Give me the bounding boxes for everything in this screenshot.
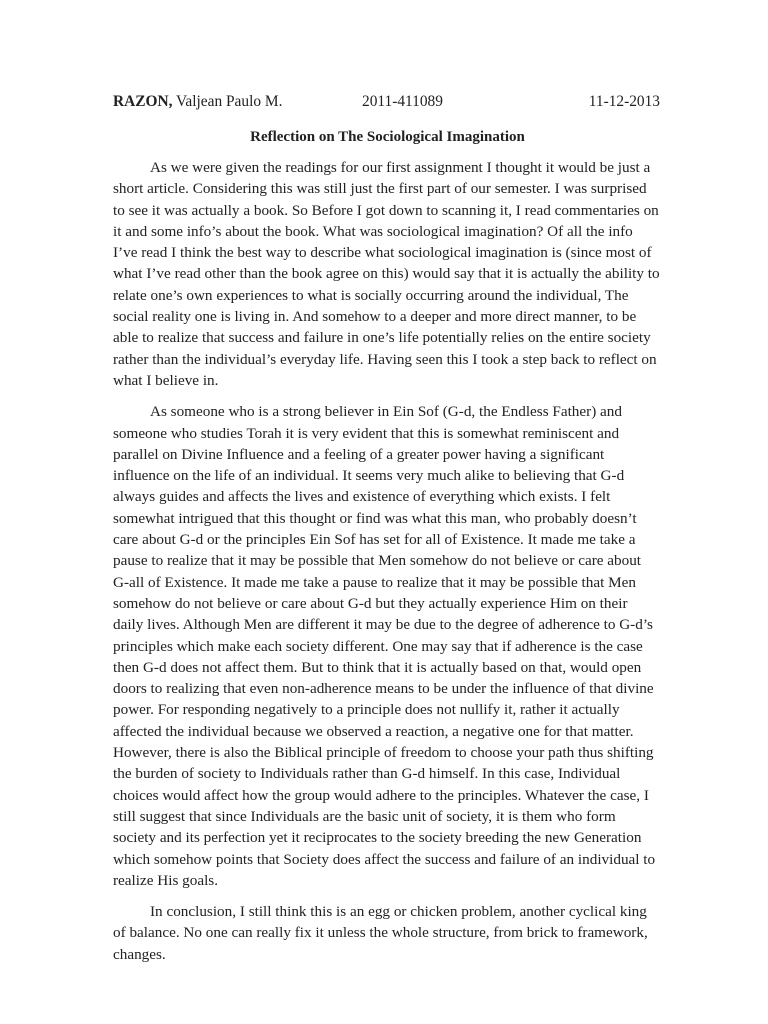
- paragraph-belief: As someone who is a strong believer in Ein Sof (G-d, the Endless Father) and someone who studies Torah it is very evident that this is somewhat reminiscent and parallel on Divine Influence and a feeling of a greater power having a significant influence on the life of an individual. It seems very much alike to believing that G-d always guides and affects the lives and existence of everything which exists. I felt somewhat intrigued that this thought or find was what this man, who probably doesn’t care about G-d or the principles Ein Sof has set for all of Existence. It made me take a pause to realize that it may be possible that Men somehow do not believe or care about G-all of Existence. It made me take a pause to realize that it may be possible that Men somehow do not believe or care about G-d but they actually experience Him on their daily lives. Although Men are different it may be due to the degree of adherence to G-d’s principles which make each society different. One may say that if adherence is the case then G-d does not affect them. But to think that it is actually based on that, would open doors to realizing that even non-adherence means to be under the influence of that divine power. For responding negatively to a principle does not nullify it, rather it actually affected the individual because we observed a reaction, a negative one for that matter. However, there is also the Biblical principle of freedom to choose your path thus shifting the burden of society to Individuals rather than G-d himself. In this case, Individual choices would affect how the group would adhere to the principles. Whatever the case, I still suggest that since Individuals are the basic unit of society, it is them who form society and its perfection yet it reciprocates to the society breeding the new Generation which somehow points that Society does affect the success and failure of an individual to realize His goals.: [113, 403, 656, 889]
- paragraph-conclusion: In conclusion, I still think this is an egg or chicken problem, another cyclical king of balance. No one can really fix it unless the whole structure, from brick to framework, changes.: [113, 903, 648, 963]
- author-given-names: Valjean Paulo M.: [172, 93, 283, 110]
- author-surname: RAZON,: [113, 93, 173, 110]
- document-date: 11-12-2013: [588, 93, 660, 110]
- document-header: [113, 92, 660, 116]
- student-id: 2011-411089: [362, 93, 443, 110]
- paragraph-intro: As we were given the readings for our first assignment I thought it would be just a short article. Considering this was still just the first part of our semester. I was surprised to see it was actually a book. So Before I got down to scanning it, I read commentaries on it and some info’s about the book. What was sociological imagination? Of all the info I’ve read I think the best way to describe what sociological imagination is (since most of what I’ve read other than the book agree on this) would say that it is actually the ability to relate one’s own experiences to what is socially occurring around the individual, The social reality one is living in. And somehow to a deeper and more direct manner, to be able to realize that success and failure in one’s life potentially relies on the entire society rather than the individual’s everyday life. Having seen this I took a step back to reflect on what I believe in.: [113, 159, 660, 389]
- author-name: [113, 92, 282, 112]
- document-body: [113, 157, 660, 965]
- document-title: Reflection on The Sociological Imagination: [250, 129, 525, 145]
